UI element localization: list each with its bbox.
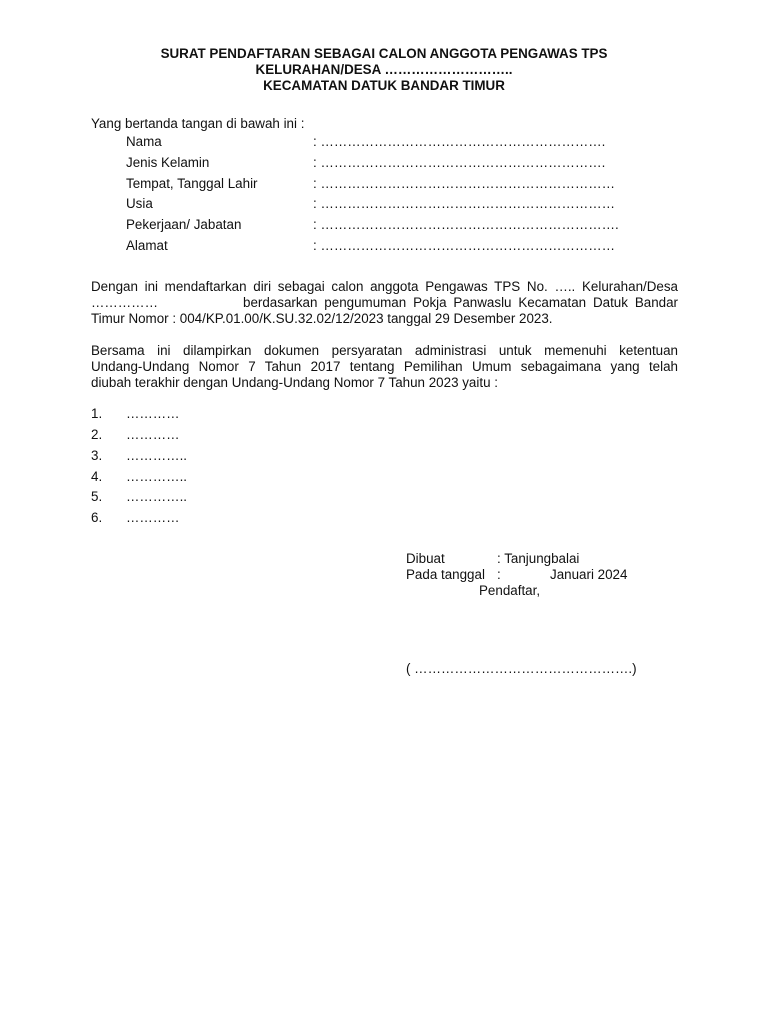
- document-title-line3: KECAMATAN DATUK BANDAR TIMUR: [263, 78, 505, 93]
- field-label-pekerjaan: Pekerjaan/ Jabatan: [126, 217, 242, 232]
- field-label-tempat-tanggal-lahir: Tempat, Tanggal Lahir: [126, 176, 258, 191]
- list-item-text: …………: [126, 406, 180, 421]
- field-value-nama: : ……………………………………………………….: [313, 134, 606, 149]
- registration-paragraph-line1: Dengan ini mendaftarkan diri sebagai calon anggota Pengawas TPS No. ….. Kelurahan/Desa: [91, 279, 678, 294]
- list-item-number: 3.: [91, 448, 103, 463]
- dibuat-value: : Tanjungbalai: [497, 551, 580, 566]
- dibuat-label: Dibuat: [406, 551, 445, 566]
- registration-paragraph-line3: Timur Nomor : 004/KP.01.00/K.SU.32.02/12/2023 tanggal 29 Desember 2023.: [91, 311, 553, 326]
- document-title-line2: KELURAHAN/DESA ………………………..: [255, 62, 513, 77]
- document-title-line1: SURAT PENDAFTARAN SEBAGAI CALON ANGGOTA PENGAWAS TPS: [160, 46, 608, 61]
- requirements-paragraph-line3: diubah terakhir dengan Undang-Undang Nomor 7 Tahun 2023 yaitu :: [91, 375, 498, 390]
- requirements-paragraph-line1: Bersama ini dilampirkan dokumen persyaratan administrasi untuk memenuhi ketentuan: [91, 343, 678, 358]
- field-value-pekerjaan: : ………………………………………………………….: [313, 217, 619, 232]
- list-item-number: 2.: [91, 427, 103, 442]
- list-item-number: 4.: [91, 469, 103, 484]
- field-value-alamat: : …………………………………………………………: [313, 238, 616, 253]
- requirements-paragraph-line2: Undang-Undang Nomor 7 Tahun 2017 tentang Pemilihan Umum sebagaimana yang telah: [91, 359, 678, 374]
- registration-paragraph: [91, 279, 678, 327]
- registration-paragraph-line2: [91, 295, 678, 311]
- list-item-number: 5.: [91, 489, 103, 504]
- field-value-tempat-tanggal-lahir: : …………………………………………………………: [313, 176, 616, 191]
- signature-name-line: ( ………………………………………….): [406, 661, 637, 676]
- field-label-usia: Usia: [126, 196, 153, 211]
- pada-tanggal-value: Januari 2024: [550, 567, 628, 582]
- pendaftar-label: Pendaftar,: [479, 583, 541, 598]
- intro-text: Yang bertanda tangan di bawah ini :: [91, 116, 305, 131]
- field-label-nama: Nama: [126, 134, 162, 149]
- field-label-jenis-kelamin: Jenis Kelamin: [126, 155, 210, 170]
- field-label-alamat: Alamat: [126, 238, 168, 253]
- registration-paragraph-line2-text: berdasarkan pengumuman Pokja Panwaslu Kecamatan Datuk Bandar: [243, 295, 678, 310]
- field-value-jenis-kelamin: : ……………………………………………………….: [313, 155, 606, 170]
- requirements-paragraph: [91, 343, 678, 391]
- list-item-number: 1.: [91, 406, 103, 421]
- list-item-text: …………..: [126, 489, 188, 504]
- list-item-text: …………..: [126, 448, 188, 463]
- pada-tanggal-colon: :: [497, 567, 501, 582]
- list-item-number: 6.: [91, 510, 103, 525]
- field-value-usia: : …………………………………………………………: [313, 196, 616, 211]
- pada-tanggal-label: Pada tanggal: [406, 567, 485, 582]
- list-item-text: …………: [126, 510, 180, 525]
- kelurahan-blank: ……………: [91, 295, 158, 310]
- list-item-text: …………: [126, 427, 180, 442]
- list-item-text: …………..: [126, 469, 188, 484]
